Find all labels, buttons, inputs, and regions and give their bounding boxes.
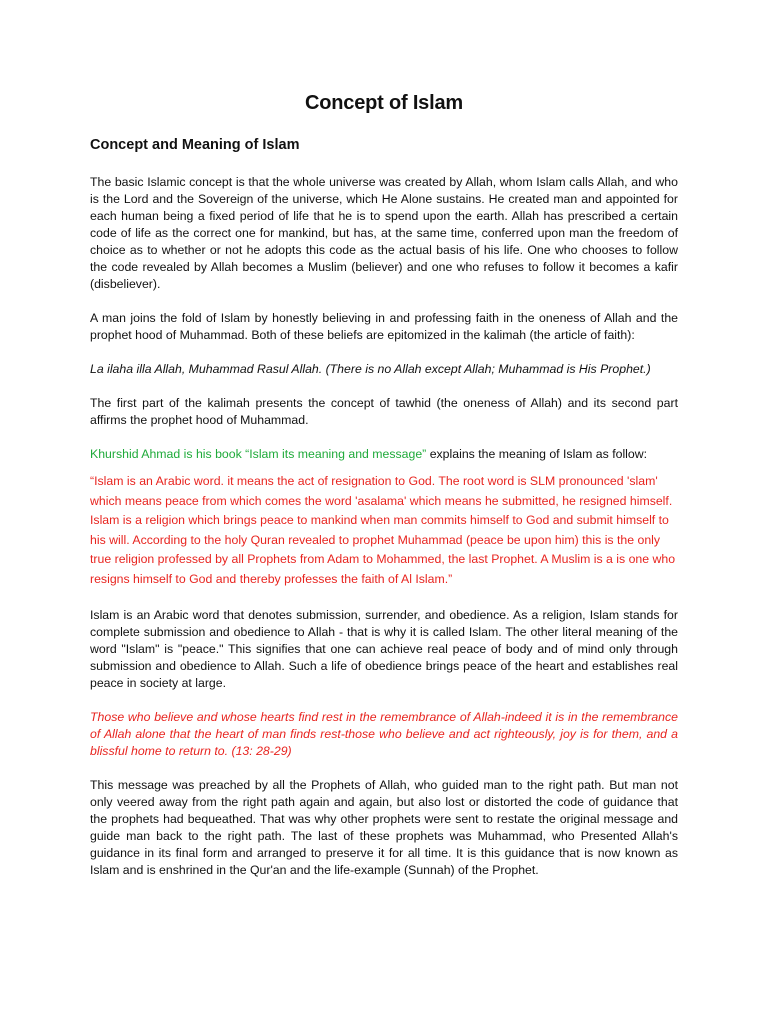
- red-quote: “Islam is an Arabic word. it means the act of resignation to God. The root word is SLM pronounced 'slam' which means peace from which comes the word 'asalama' which means he submitted, he resigned himself. Islam is a religion which brings peace to mankind when man commits himself to God and submit himself to his will. According to the holy Quran revealed to prophet Muhammad (peace be upon him) this is the only true religion professed by all Prophets from Adam to Mohammed, the last Prophet. A Muslim is a is one who resigns himself to God and thereby professes the faith of Al Islam.”: [90, 474, 676, 586]
- paragraph-islamic-concept: The basic Islamic concept is that the whole universe was created by Allah, whom Islam calls Allah, and who is the Lord and the Sovereign of the universe, which He Alone sustains. He created man and appointed for each human being a fixed period of life that he is to spend upon the earth. Allah has prescribed a certain code of life as the correct one for mankind, but has, at the same time, conferred upon man the freedom of choice as to whether or not he adopts this code as the actual basis of his life. One who chooses to follow the code revealed by Allah becomes a Muslim (believer) and one who refuses to follow it becomes a kafir (disbeliever).: [90, 175, 678, 291]
- paragraph-joining-islam: A man joins the fold of Islam by honestly believing in and professing faith in the oneness of Allah and the prophet hood of Muhammad. Both of these beliefs are epitomized in the kalimah (the article of faith):: [90, 311, 678, 342]
- paragraph-prophets-message: This message was preached by all the Prophets of Allah, who guided man to the right path. But man not only veered away from the right path again and again, but also lost or distorted the code of guidance that the prophets had bequeathed. That was why other prophets were sent to restate the original message and guide man back to the right path. The last of these prophets was Muhammad, who Presented Allah's guidance in its final form and arranged to preserve it for all time. It is this guidance that is now known as Islam and is enshrined in the Qur'an and the life-example (Sunnah) of the Prophet.: [90, 777, 678, 877]
- book-reference-rest: explains the meaning of Islam as follow:: [426, 447, 648, 461]
- paragraph-kalimah-explanation: The first part of the kalimah presents the concept of tawhid (the oneness of Allah) and its second part affirms the prophet hood of Muhammad.: [90, 396, 678, 427]
- book-reference-title: Khurshid Ahmad is his book “Islam its meaning and message”: [90, 447, 427, 461]
- page-title: Concept of Islam: [305, 92, 463, 114]
- quran-verse: Those who believe and whose hearts find rest in the remembrance of Allah-indeed it is in the remembrance of Allah alone that the heart of man finds rest-those who believe and act righteously, joy is for them, and a blissful home to return to. (13: 28-29): [90, 709, 678, 758]
- paragraph-meaning-of-islam: Islam is an Arabic word that denotes submission, surrender, and obedience. As a religion, Islam stands for complete submission and obedience to Allah - that is why it is called Islam. The other literal meaning of the word "Islam" is "peace." This signifies that one can achieve real peace of body and of mind only through submission and obedience to Allah. Such a life of obedience brings peace of the heart and establishes real peace in society at large.: [90, 607, 678, 690]
- section-heading: Concept and Meaning of Islam: [90, 137, 300, 153]
- kalimah-text: La ilaha illa Allah, Muhammad Rasul Allah. (There is no Allah except Allah; Muhammad is His Prophet.): [90, 362, 651, 376]
- book-reference-line: [90, 446, 678, 463]
- document-page: [90, 92, 678, 896]
